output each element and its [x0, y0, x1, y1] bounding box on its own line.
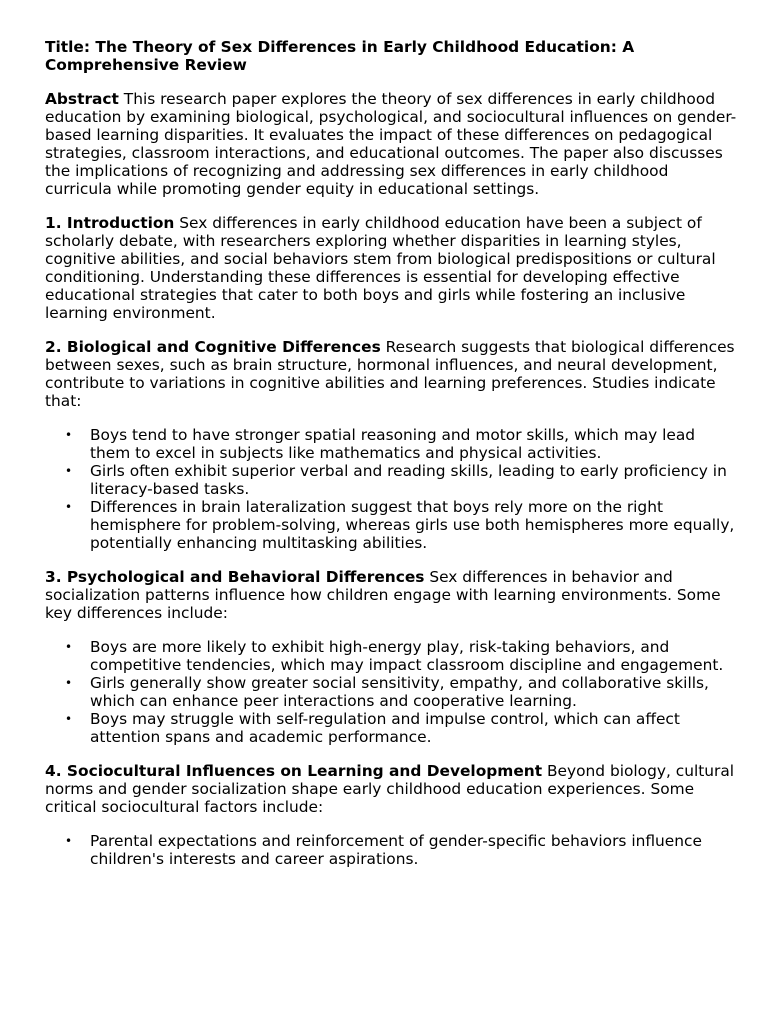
list-item-text: Girls generally show greater social sensitivity, empathy, and collaborative skills, which can enhance peer interactions and cooperative learning. [90, 674, 709, 710]
list-item [45, 638, 740, 674]
bullet-icon: • [65, 640, 73, 654]
list-item-text: Girls often exhibit superior verbal and reading skills, leading to early proficiency in literacy-based tasks. [90, 462, 727, 498]
section-text: Beyond biology, cultural norms and gender socialization shape early childhood education experiences. Some critical sociocultural factors include: [45, 762, 735, 816]
bullet-list [45, 638, 740, 746]
section-text: Sex differences in early childhood education have been a subject of scholarly debate, with researchers exploring whether disparities in learning styles, cognitive abilities, and social behaviors stem from biological predispositions or cultural conditioning. Understanding these differences is essential for developing effective educational strategies that cater to both boys and girls while fostering an inclusive learning environment. [45, 214, 716, 322]
section-psychological-behavioral [45, 568, 740, 622]
list-item [45, 832, 740, 868]
list-item [45, 710, 740, 746]
bullet-icon: • [65, 428, 73, 442]
document-title: Title: The Theory of Sex Differences in Early Childhood Education: A Comprehensive Review [45, 38, 635, 74]
section-heading: 4. Sociocultural Influences on Learning and Development [45, 762, 543, 780]
bullet-icon: • [65, 464, 73, 478]
list-item-text: Boys may struggle with self-regulation and impulse control, which can affect attention spans and academic performance. [90, 710, 680, 746]
abstract-text: This research paper explores the theory of sex differences in early childhood education by examining biological, psychological, and sociocultural influences on gender-based learning disparities. It evaluates the impact of these differences on pedagogical strategies, classroom interactions, and educational outcomes. The paper also discusses the implications of recognizing and addressing sex differences in early childhood curricula while promoting gender equity in educational settings. [45, 90, 737, 198]
abstract-paragraph [45, 90, 740, 198]
list-item-text: Differences in brain lateralization suggest that boys rely more on the right hemisphere for problem-solving, whereas girls use both hemispheres more equally, potentially enhancing multitasking abilities. [90, 498, 735, 552]
abstract-heading: Abstract [45, 90, 119, 108]
list-item [45, 462, 740, 498]
list-item-text: Boys are more likely to exhibit high-energy play, risk-taking behaviors, and competitive tendencies, which may impact classroom discipline and engagement. [90, 638, 724, 674]
section-heading: 3. Psychological and Behavioral Differences [45, 568, 425, 586]
section-heading: 2. Biological and Cognitive Differences [45, 338, 381, 356]
section-biological-cognitive [45, 338, 740, 410]
list-item-text: Boys tend to have stronger spatial reasoning and motor skills, which may lead them to excel in subjects like mathematics and physical activities. [90, 426, 696, 462]
bullet-list [45, 832, 740, 868]
bullet-icon: • [65, 676, 73, 690]
list-item-text: Parental expectations and reinforcement of gender-specific behaviors influence children's interests and career aspirations. [90, 832, 702, 868]
section-heading: 1. Introduction [45, 214, 175, 232]
section-introduction [45, 214, 740, 322]
list-item [45, 498, 740, 552]
bullet-icon: • [65, 834, 73, 848]
bullet-icon: • [65, 500, 73, 514]
list-item [45, 426, 740, 462]
section-text: Sex differences in behavior and socialization patterns influence how children engage with learning environments. Some key differences include: [45, 568, 721, 622]
section-text: Research suggests that biological differences between sexes, such as brain structure, hormonal influences, and neural development, contribute to variations in cognitive abilities and learning preferences. Studies indicate that: [45, 338, 735, 410]
list-item [45, 674, 740, 710]
bullet-list [45, 426, 740, 552]
section-sociocultural [45, 762, 740, 816]
bullet-icon: • [65, 712, 73, 726]
